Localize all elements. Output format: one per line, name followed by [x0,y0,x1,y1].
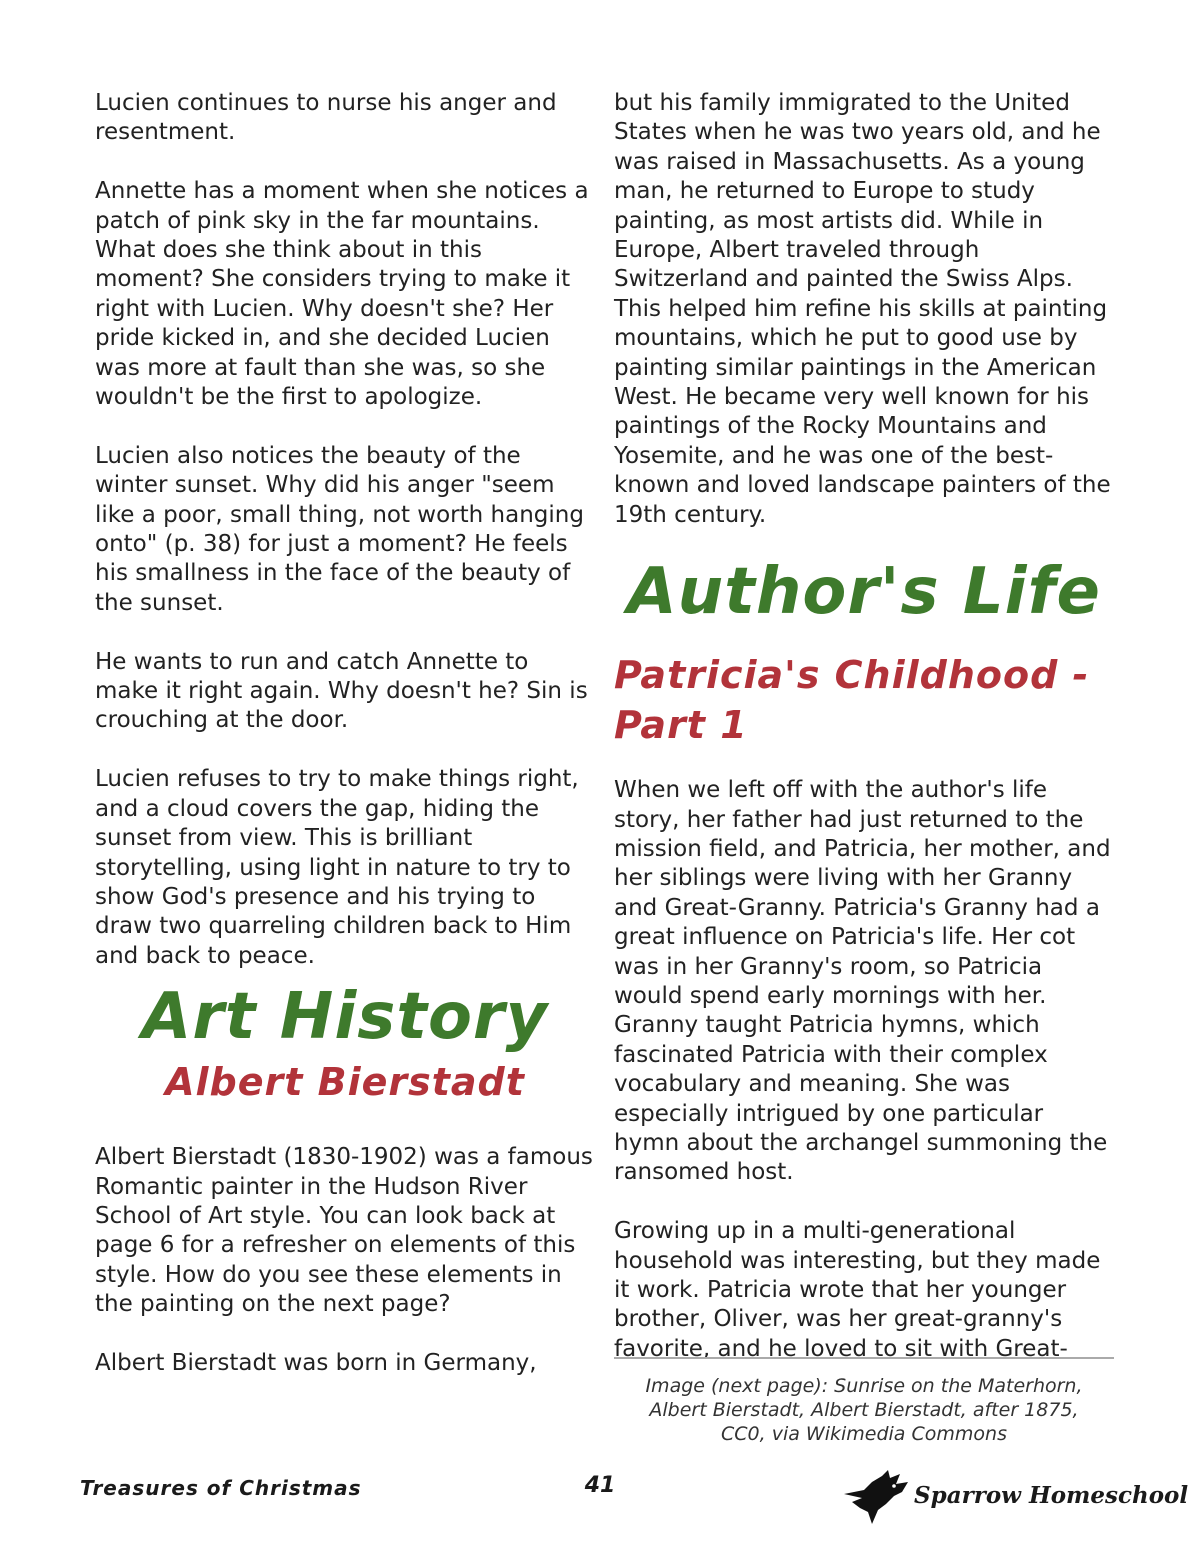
body-paragraph: Albert Bierstadt was born in Germany, [95,1349,537,1376]
body-paragraph: Lucien also notices the beauty of the winter sunset. Why did his anger "seem like a poor, small thing, not worth hanging onto" (p. 38) for just a moment? He feels his smallness in the face of the beauty of the sunset. [95,442,584,616]
caption-divider [614,1357,1114,1359]
body-paragraph: When we left off with the author's life story, her father had just returned to the mission field, and Patricia, her mother, and her siblings were living with her Granny and Great-Granny. Patricia's Granny had a great influence on Patricia's life. Her cot was in her Granny's room, so Patricia would spend early mornings with her. Granny taught Patricia hymns, which fascinated Patricia with their complex vocabulary and meaning. She was especially intrigued by one particular hymn about the archangel summoning the ransomed host. [614,777,1111,1186]
image-caption [614,1374,1114,1446]
body-paragraph: Growing up in a multi-generational household was interesting, but they made it work. Patricia wrote that her younger brother, Oliver, was her great-granny's favorite, and he loved to sit with Great- [614,1218,1101,1362]
footer-book-title: Treasures of Christmas [80,1476,362,1500]
page-number: 41 [584,1473,616,1498]
body-paragraph: Lucien refuses to try to make things right, and a cloud covers the gap, hiding the sunset from view. This is brilliant storytelling, using light in nature to try to show God's presence and his trying to draw two quarreling children back to Him and back to peace. [95,766,579,969]
right-column [614,89,1114,1394]
body-paragraph: but his family immigrated to the United States when he was two years old, and he was raised in Massachusetts. As a young man, he returned to Europe to study painting, as most artists did. While in Europe, Albert traveled through Switzerland and painted the Swiss Alps. This helped him refine his skills at painting mountains, which he put to good use by painting similar paintings in the American West. He became very well known for his paintings of the Rocky Mountains and Yosemite, and he was one of the best-known and loved landscape painters of the 19th century. [614,90,1111,528]
body-paragraph: Annette has a moment when she notices a patch of pink sky in the far mountains. What does she think about in this moment? She considers trying to make it right with Lucien. Why doesn't she? Her pride kicked in, and she decided Lucien was more at fault than she was, so she wouldn't be the first to apologize. [95,178,589,411]
body-paragraph: Lucien continues to nurse his anger and resentment. [95,90,557,146]
footer-brand-logo [842,1468,1189,1528]
body-paragraph: He wants to run and catch Annette to make it right again. Why doesn't he? Sin is crouching at the door. [95,648,588,734]
caption-line: CC0, via Wikimedia Commons [721,1423,1007,1445]
section-heading-art-history: Art History [141,980,549,1055]
caption-line: Albert Bierstadt, Albert Bierstadt, after 1875, [649,1399,1079,1421]
brand-name: Sparrow Homeschool [914,1482,1189,1509]
caption-line: Image (next page): Sunrise on the Materhorn, [645,1375,1083,1397]
sparrow-bird-icon [842,1468,914,1528]
subheading-patricias-childhood: Patricia's Childhood - Part 1 [614,653,1090,748]
body-paragraph: Albert Bierstadt (1830-1902) was a famous Romantic painter in the Hudson River School of Art style. You can look back at page 6 for a refresher on elements of this style. How do you see these elements in the painting on the next page? [95,1144,593,1318]
left-column [95,89,595,1408]
subheading-albert-bierstadt: Albert Bierstadt [165,1060,525,1105]
section-heading-authors-life: Author's Life [627,555,1101,630]
